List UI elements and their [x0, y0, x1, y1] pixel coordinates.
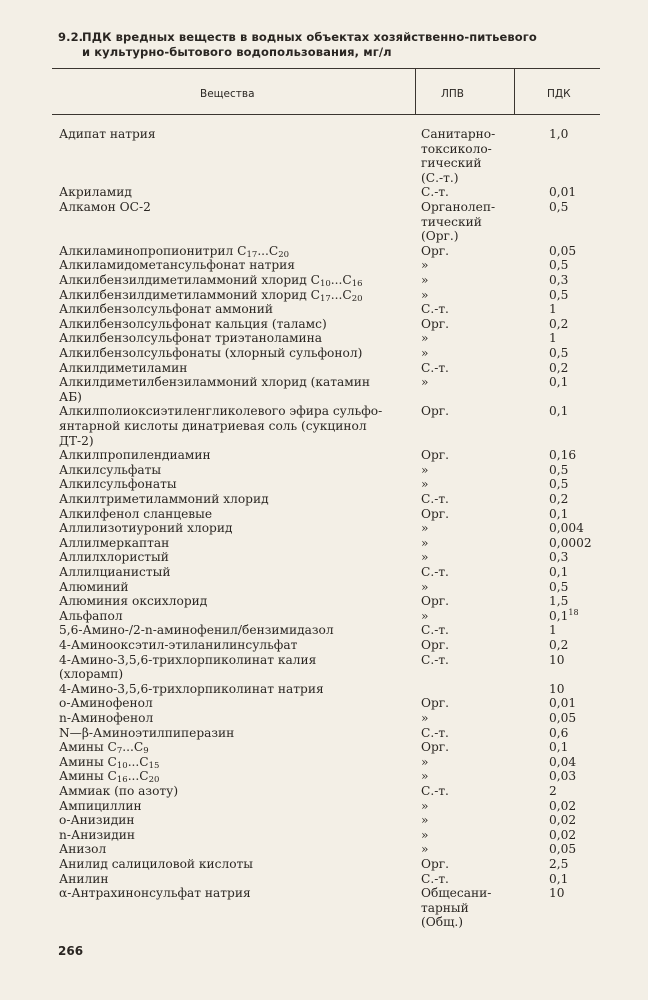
lpv-value: Орг. — [421, 740, 450, 755]
pdk-value: 0,1 — [549, 740, 569, 755]
lpv-value: Орг. — [421, 696, 450, 711]
substance-name: n-Аминофенол — [59, 711, 154, 725]
pdk-value: 0,004 — [549, 521, 584, 536]
pdk-value: 0,02 — [549, 813, 577, 828]
pdk-value: 0,1 — [549, 565, 569, 579]
lpv-value: С.-т. — [421, 652, 449, 667]
page-number: 266 — [58, 944, 84, 958]
column-header-substance: Вещества — [200, 88, 255, 100]
lpv-value: » — [421, 346, 429, 360]
substance-name: Алкилбензолсульфонат кальция (таламс) — [59, 316, 327, 331]
lpv-value: С.-т. — [421, 725, 449, 740]
pdk-value: 1 — [549, 302, 557, 317]
pdk-value: 0,05 — [549, 842, 577, 857]
substance-name: Анизол — [59, 842, 107, 857]
substance-name: Алкамон ОС-2 — [59, 200, 151, 214]
lpv-value: С.-т. — [421, 360, 449, 375]
substance-name: Алкилполиоксиэтиленгликолевого эфира сульфо- янтарной кислоты динатриевая соль (сукцинол ДТ-2) — [59, 404, 383, 448]
substance-name: Алкилсульфаты — [59, 462, 162, 477]
substance-name: Алкиламинопропионитрил $C_{17}...C_{20}$ — [59, 243, 290, 260]
lpv-value: Орг. — [421, 316, 450, 331]
substance-name: Алкилдиметиламин — [59, 360, 188, 375]
lpv-value: С.-т. — [421, 492, 449, 506]
lpv-value: Орг. — [421, 404, 450, 419]
lpv-value: С.-т. — [421, 623, 449, 638]
pdk-value: 0,3 — [549, 550, 569, 565]
table-title-line1: ПДК вредных веществ в водных объектах хозяйственно-питьевого — [82, 30, 537, 44]
substance-name: Амины $C_7...C_9$ — [59, 740, 149, 757]
lpv-value: » — [421, 258, 429, 273]
substance-name: о-Аминофенол — [59, 696, 153, 711]
lpv-value: Орг. — [421, 857, 450, 871]
lpv-value: » — [421, 273, 429, 287]
pdk-value: 0,5 — [549, 477, 569, 492]
substance-name: Алкилфенол сланцевые — [59, 506, 213, 521]
lpv-value: » — [421, 535, 429, 550]
lpv-value: » — [421, 331, 429, 346]
pdk-value: 0,3 — [549, 273, 569, 287]
lpv-value: С.-т. — [421, 565, 449, 579]
lpv-value: С.-т. — [421, 784, 449, 798]
substance-name: Амины $C_{10}...C_{15}$ — [59, 754, 160, 771]
substance-name: 5,6-Амино-/2-n-аминофенил/бензимидазол — [59, 623, 334, 638]
pdk-value: 0,03 — [549, 769, 577, 784]
lpv-value: С.-т. — [421, 871, 449, 886]
lpv-value: Органолеп- тический (Орг.) — [421, 200, 496, 244]
substance-name: Алкилбензолсульфонат аммоний — [59, 302, 274, 317]
substance-name: 4-Амино-3,5,6-трихлорпиколинат калия (хлорамп) — [59, 652, 317, 682]
lpv-value: » — [421, 827, 429, 842]
substance-name: Аллилцианистый — [59, 565, 171, 579]
substance-name: α-Антрахинонсульфат натрия — [59, 886, 251, 901]
pdk-value: 10 — [549, 681, 565, 696]
pdk-value: 0,5 — [549, 258, 569, 273]
table-title-line2: и культурно-бытового водопользования, мг/л — [82, 45, 392, 59]
substance-name: Альфапол — [59, 608, 123, 623]
pdk-value: 10 — [549, 886, 565, 901]
substance-name: Анилин — [59, 871, 109, 886]
pdk-value: 0,0002 — [549, 535, 592, 550]
substance-name: Алкилпропилендиамин — [59, 448, 211, 463]
substance-name: 4-Аминооксэтил-этиланилинсульфат — [59, 638, 298, 652]
column-header-lpv: ЛПВ — [441, 88, 464, 100]
substance-name: Алкилтриметиламмоний хлорид — [59, 492, 269, 506]
pdk-value: 0,5 — [549, 462, 569, 477]
pdk-value: 0,05 — [549, 711, 577, 725]
substance-name: Алкиламидометансульфонат натрия — [59, 258, 295, 273]
lpv-value: » — [421, 754, 429, 769]
lpv-value: Орг. — [421, 638, 450, 652]
substance-name: Алкилдиметилбензиламмоний хлорид (катамин АБ) — [59, 375, 371, 404]
substance-name: Анилид салициловой кислоты — [59, 857, 254, 871]
pdk-value: 0,01 — [549, 185, 577, 200]
substance-name: Алкилбензилдиметиламмоний хлорид $C_{17}...C_{20}$ — [59, 287, 363, 304]
substance-name: Алюминия оксихлорид — [59, 594, 208, 609]
pdk-value: 0,1 — [549, 506, 569, 521]
substance-name: о-Анизидин — [59, 813, 135, 828]
substance-name: Алкилбензолсульфонаты (хлорный сульфонол) — [59, 346, 363, 360]
substance-name: Адипат натрия — [59, 127, 156, 141]
lpv-value: » — [421, 608, 429, 623]
lpv-value: С.-т. — [421, 185, 449, 200]
substance-name: Аллилхлористый — [59, 550, 169, 565]
pdk-value: 0,2 — [549, 638, 569, 652]
lpv-value: » — [421, 579, 429, 594]
substance-name: 4-Амино-3,5,6-трихлорпиколинат натрия — [59, 681, 324, 696]
lpv-value: Орг. — [421, 594, 450, 609]
substance-name: Алкилбензолсульфонат триэтаноламина — [59, 331, 323, 346]
lpv-value: Общесани- тарный (Общ.) — [421, 886, 492, 930]
substance-name: n-Анизидин — [59, 827, 135, 842]
pdk-value: 0,04 — [549, 754, 577, 769]
pdk-value: 0,5 — [549, 287, 569, 302]
pdk-value: 10 — [549, 652, 565, 667]
pdk-value: 0,2 — [549, 492, 569, 506]
substance-name: Алюминий — [59, 579, 129, 594]
lpv-value: Орг. — [421, 448, 450, 463]
pdk-value: 1,0 — [549, 127, 569, 141]
pdk-value: 1 — [549, 623, 557, 638]
pdk-value: 0,01 — [549, 696, 577, 711]
lpv-value: » — [421, 798, 429, 813]
table-number: 9.2. — [58, 30, 84, 44]
substance-name: Акриламид — [59, 185, 132, 200]
substance-name: Аммиак (по азоту) — [59, 784, 179, 798]
pdk-value: 0,5 — [549, 579, 569, 594]
pdk-value: 0,16 — [549, 448, 577, 463]
lpv-value: » — [421, 462, 429, 477]
pdk-value: 0,1 — [549, 871, 569, 886]
pdk-value: 0,5 — [549, 200, 569, 214]
substance-name: Ампициллин — [59, 798, 142, 813]
pdk-value: 0,2 — [549, 316, 569, 331]
lpv-value: С.-т. — [421, 302, 449, 317]
pdk-value: 0,1 — [549, 404, 569, 419]
pdk-value: 0,6 — [549, 725, 569, 740]
substance-name: Аллилмеркаптан — [59, 535, 170, 550]
lpv-value: Орг. — [421, 506, 450, 521]
lpv-value: » — [421, 842, 429, 857]
lpv-value: » — [421, 287, 429, 302]
pdk-value: 0,02 — [549, 798, 577, 813]
pdk-value: 1,5 — [549, 594, 569, 609]
pdk-value: 0,2 — [549, 360, 569, 375]
column-header-pdk: ПДК — [547, 88, 571, 100]
lpv-value: » — [421, 521, 429, 536]
lpv-value: » — [421, 813, 429, 828]
lpv-value: » — [421, 550, 429, 565]
substance-name: N—β-Аминоэтилпиперазин — [59, 725, 235, 740]
substance-name: Аллилизотиуроний хлорид — [59, 521, 233, 536]
substance-name: Амины $C_{16}...C_{20}$ — [59, 769, 160, 786]
lpv-value: » — [421, 477, 429, 492]
pdk-value: 2,5 — [549, 857, 569, 871]
lpv-value: » — [421, 711, 429, 725]
substance-name: Алкилсульфонаты — [59, 477, 177, 492]
lpv-value: Санитарно- токсиколо- гический (С.-т.) — [421, 127, 496, 185]
pdk-value: 2 — [549, 784, 557, 798]
substance-name: Алкилбензилдиметиламмоний хлорид $C_{10}...C_{16}$ — [59, 273, 363, 289]
pdk-value: 0,5 — [549, 346, 569, 360]
pdk-value: 0,02 — [549, 827, 577, 842]
pdk-value: 0,05 — [549, 243, 577, 258]
lpv-value: » — [421, 375, 429, 390]
pdk-value: 1 — [549, 331, 557, 346]
lpv-value: Орг. — [421, 243, 450, 258]
pdk-value: $0,1^{18}$ — [549, 607, 579, 623]
lpv-value: » — [421, 769, 429, 784]
pdk-value: 0,1 — [549, 375, 569, 390]
